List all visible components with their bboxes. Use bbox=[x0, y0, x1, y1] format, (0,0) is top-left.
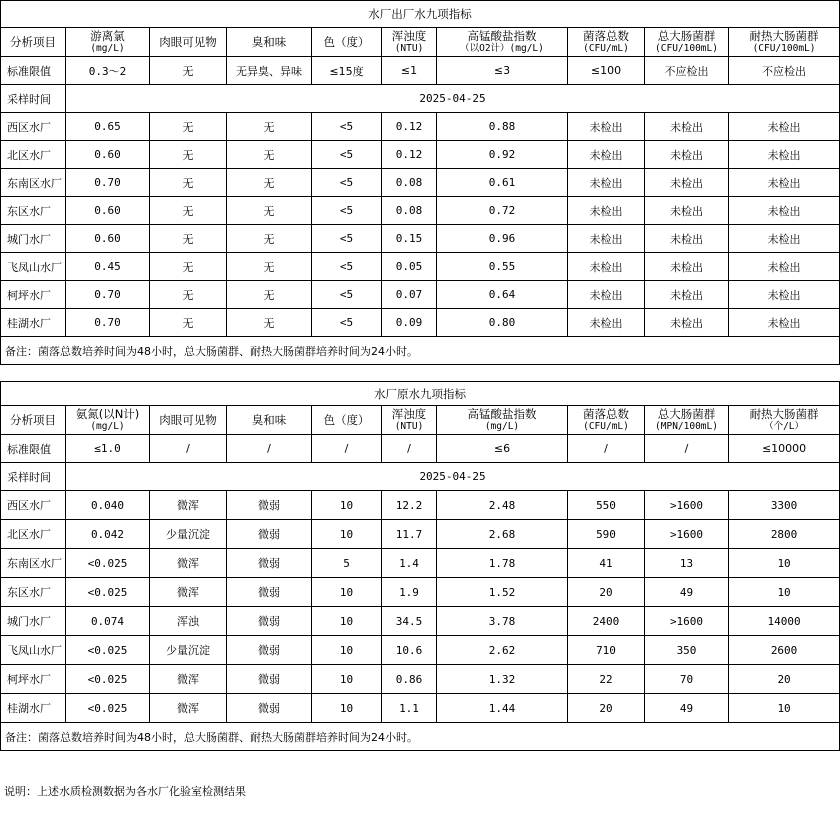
limit-cell: 0.3～2 bbox=[66, 57, 150, 85]
value-cell: 未检出 bbox=[568, 169, 645, 197]
header-cell: 肉眼可见物 bbox=[150, 406, 227, 435]
limit-cell: / bbox=[150, 435, 227, 463]
value-cell: 0.88 bbox=[437, 113, 568, 141]
plant-name-cell: 东南区水厂 bbox=[1, 549, 66, 578]
plant-name-cell: 柯坪水厂 bbox=[1, 665, 66, 694]
value-cell: 0.09 bbox=[382, 309, 437, 337]
value-cell: 微弱 bbox=[227, 549, 312, 578]
value-cell: 0.70 bbox=[66, 169, 150, 197]
value-cell: 0.07 bbox=[382, 281, 437, 309]
value-cell: 浑浊 bbox=[150, 607, 227, 636]
value-cell: 1.78 bbox=[437, 549, 568, 578]
sample-time-row bbox=[1, 463, 840, 491]
table-row bbox=[1, 281, 840, 309]
value-cell: 未检出 bbox=[645, 141, 729, 169]
value-cell: 34.5 bbox=[382, 607, 437, 636]
limit-cell: / bbox=[382, 435, 437, 463]
value-cell: 2.68 bbox=[437, 520, 568, 549]
value-cell: 未检出 bbox=[645, 113, 729, 141]
raw-rows bbox=[1, 491, 840, 723]
value-cell: <0.025 bbox=[66, 549, 150, 578]
table-row bbox=[1, 636, 840, 665]
plant-name-cell: 桂湖水厂 bbox=[1, 694, 66, 723]
value-cell: 未检出 bbox=[729, 253, 840, 281]
header-cell: 色（度） bbox=[312, 28, 382, 57]
header-cell: 浑浊度 (NTU) bbox=[382, 406, 437, 435]
header-cell: 菌落总数 (CFU/mL) bbox=[568, 28, 645, 57]
value-cell: 微浑 bbox=[150, 665, 227, 694]
value-cell: 无 bbox=[227, 113, 312, 141]
value-cell: 0.12 bbox=[382, 113, 437, 141]
value-cell: 0.86 bbox=[382, 665, 437, 694]
header-cell: 总大肠菌群 (CFU/100mL) bbox=[645, 28, 729, 57]
value-cell: 10 bbox=[312, 520, 382, 549]
value-cell: 无 bbox=[227, 169, 312, 197]
limit-cell: ≤3 bbox=[437, 57, 568, 85]
value-cell: 少量沉淀 bbox=[150, 520, 227, 549]
value-cell: 0.65 bbox=[66, 113, 150, 141]
value-cell: 未检出 bbox=[645, 309, 729, 337]
value-cell: 2.62 bbox=[437, 636, 568, 665]
table-title: 水厂原水九项指标 bbox=[1, 382, 840, 406]
sample-time-label: 采样时间 bbox=[1, 463, 66, 491]
value-cell: 1.52 bbox=[437, 578, 568, 607]
table-row bbox=[1, 665, 840, 694]
value-cell: 5 bbox=[312, 549, 382, 578]
table-row bbox=[1, 113, 840, 141]
value-cell: <5 bbox=[312, 281, 382, 309]
value-cell: 无 bbox=[150, 141, 227, 169]
value-cell: 微弱 bbox=[227, 578, 312, 607]
value-cell: 微弱 bbox=[227, 636, 312, 665]
table-title: 水厂出厂水九项指标 bbox=[1, 1, 840, 28]
header-cell: 高锰酸盐指数 (mg/L) bbox=[437, 406, 568, 435]
value-cell: 710 bbox=[568, 636, 645, 665]
value-cell: 微弱 bbox=[227, 694, 312, 723]
table-row bbox=[1, 169, 840, 197]
header-cell: 氨氮(以N计) (mg/L) bbox=[66, 406, 150, 435]
value-cell: 未检出 bbox=[729, 113, 840, 141]
value-cell: 未检出 bbox=[568, 253, 645, 281]
value-cell: 10 bbox=[312, 607, 382, 636]
value-cell: 微弱 bbox=[227, 520, 312, 549]
limits-row bbox=[1, 57, 840, 85]
value-cell: 微浑 bbox=[150, 549, 227, 578]
value-cell: 0.042 bbox=[66, 520, 150, 549]
value-cell: <0.025 bbox=[66, 665, 150, 694]
value-cell: 无 bbox=[150, 169, 227, 197]
value-cell: 0.92 bbox=[437, 141, 568, 169]
header-row bbox=[1, 28, 840, 57]
value-cell: 微弱 bbox=[227, 607, 312, 636]
header-cell: 高锰酸盐指数 （以O2计）(mg/L) bbox=[437, 28, 568, 57]
value-cell: >1600 bbox=[645, 607, 729, 636]
table-row bbox=[1, 549, 840, 578]
value-cell: 微浑 bbox=[150, 491, 227, 520]
value-cell: 41 bbox=[568, 549, 645, 578]
value-cell: 49 bbox=[645, 578, 729, 607]
value-cell: 13 bbox=[645, 549, 729, 578]
value-cell: 1.1 bbox=[382, 694, 437, 723]
plant-name-cell: 城门水厂 bbox=[1, 607, 66, 636]
value-cell: 2600 bbox=[729, 636, 840, 665]
value-cell: 未检出 bbox=[645, 169, 729, 197]
value-cell: 3300 bbox=[729, 491, 840, 520]
value-cell: 20 bbox=[568, 694, 645, 723]
value-cell: 3.78 bbox=[437, 607, 568, 636]
header-cell: 肉眼可见物 bbox=[150, 28, 227, 57]
table-row bbox=[1, 607, 840, 636]
value-cell: 0.60 bbox=[66, 225, 150, 253]
value-cell: 10 bbox=[312, 665, 382, 694]
value-cell: 0.08 bbox=[382, 197, 437, 225]
limit-cell: / bbox=[227, 435, 312, 463]
value-cell: 22 bbox=[568, 665, 645, 694]
value-cell: 少量沉淀 bbox=[150, 636, 227, 665]
plant-name-cell: 北区水厂 bbox=[1, 141, 66, 169]
plant-name-cell: 桂湖水厂 bbox=[1, 309, 66, 337]
value-cell: 10 bbox=[729, 694, 840, 723]
value-cell: 12.2 bbox=[382, 491, 437, 520]
limit-cell: / bbox=[568, 435, 645, 463]
value-cell: 10.6 bbox=[382, 636, 437, 665]
value-cell: 10 bbox=[312, 694, 382, 723]
value-cell: 0.70 bbox=[66, 281, 150, 309]
value-cell: 0.12 bbox=[382, 141, 437, 169]
table-row bbox=[1, 694, 840, 723]
value-cell: 微弱 bbox=[227, 665, 312, 694]
plant-name-cell: 西区水厂 bbox=[1, 113, 66, 141]
value-cell: 70 bbox=[645, 665, 729, 694]
value-cell: <5 bbox=[312, 141, 382, 169]
value-cell: <0.025 bbox=[66, 636, 150, 665]
value-cell: 0.15 bbox=[382, 225, 437, 253]
value-cell: <5 bbox=[312, 197, 382, 225]
limit-cell: 不应检出 bbox=[729, 57, 840, 85]
value-cell: 1.9 bbox=[382, 578, 437, 607]
table-row bbox=[1, 520, 840, 549]
value-cell: 0.64 bbox=[437, 281, 568, 309]
value-cell: 1.4 bbox=[382, 549, 437, 578]
value-cell: 未检出 bbox=[568, 113, 645, 141]
value-cell: 14000 bbox=[729, 607, 840, 636]
value-cell: 未检出 bbox=[729, 197, 840, 225]
footer-note: 说明：上述水质检测数据为各水厂化验室检测结果 bbox=[4, 785, 246, 798]
limit-cell: ≤10000 bbox=[729, 435, 840, 463]
value-cell: 未检出 bbox=[568, 225, 645, 253]
value-cell: <0.025 bbox=[66, 694, 150, 723]
value-cell: 0.60 bbox=[66, 141, 150, 169]
value-cell: 550 bbox=[568, 491, 645, 520]
value-cell: <5 bbox=[312, 309, 382, 337]
value-cell: 0.72 bbox=[437, 197, 568, 225]
value-cell: 0.80 bbox=[437, 309, 568, 337]
sample-time-label: 采样时间 bbox=[1, 85, 66, 113]
value-cell: 2800 bbox=[729, 520, 840, 549]
value-cell: 无 bbox=[227, 281, 312, 309]
table-row bbox=[1, 491, 840, 520]
value-cell: 350 bbox=[645, 636, 729, 665]
value-cell: <5 bbox=[312, 113, 382, 141]
value-cell: 10 bbox=[312, 636, 382, 665]
table-row bbox=[1, 253, 840, 281]
value-cell: 无 bbox=[150, 309, 227, 337]
value-cell: 未检出 bbox=[645, 225, 729, 253]
value-cell: 未检出 bbox=[729, 281, 840, 309]
value-cell: 10 bbox=[312, 578, 382, 607]
table-row bbox=[1, 225, 840, 253]
value-cell: 1.32 bbox=[437, 665, 568, 694]
limit-cell: 标准限值 bbox=[1, 57, 66, 85]
sample-time-row bbox=[1, 85, 840, 113]
table-row bbox=[1, 578, 840, 607]
limit-cell: ≤6 bbox=[437, 435, 568, 463]
limit-cell: ≤100 bbox=[568, 57, 645, 85]
value-cell: >1600 bbox=[645, 491, 729, 520]
limit-cell: ≤15度 bbox=[312, 57, 382, 85]
limits-row bbox=[1, 435, 840, 463]
value-cell: 0.45 bbox=[66, 253, 150, 281]
value-cell: 无 bbox=[150, 281, 227, 309]
value-cell: 未检出 bbox=[645, 197, 729, 225]
limit-cell: / bbox=[312, 435, 382, 463]
plant-name-cell: 北区水厂 bbox=[1, 520, 66, 549]
header-cell: 耐热大肠菌群 （个/L） bbox=[729, 406, 840, 435]
plant-name-cell: 柯坪水厂 bbox=[1, 281, 66, 309]
header-cell: 浑浊度 (NTU) bbox=[382, 28, 437, 57]
value-cell: >1600 bbox=[645, 520, 729, 549]
header-cell: 菌落总数 (CFU/mL) bbox=[568, 406, 645, 435]
value-cell: 未检出 bbox=[568, 197, 645, 225]
header-cell: 总大肠菌群 (MPN/100mL) bbox=[645, 406, 729, 435]
value-cell: 0.61 bbox=[437, 169, 568, 197]
header-cell: 臭和味 bbox=[227, 406, 312, 435]
header-row bbox=[1, 406, 840, 435]
value-cell: 49 bbox=[645, 694, 729, 723]
treated-rows bbox=[1, 113, 840, 337]
value-cell: 微浑 bbox=[150, 694, 227, 723]
value-cell: 无 bbox=[227, 253, 312, 281]
value-cell: 1.44 bbox=[437, 694, 568, 723]
header-cell: 色（度） bbox=[312, 406, 382, 435]
value-cell: 微弱 bbox=[227, 491, 312, 520]
limit-cell: 不应检出 bbox=[645, 57, 729, 85]
value-cell: 2400 bbox=[568, 607, 645, 636]
value-cell: 0.70 bbox=[66, 309, 150, 337]
value-cell: 无 bbox=[227, 225, 312, 253]
value-cell: 0.55 bbox=[437, 253, 568, 281]
value-cell: 590 bbox=[568, 520, 645, 549]
raw-water-table bbox=[0, 381, 840, 751]
value-cell: <5 bbox=[312, 225, 382, 253]
value-cell: 未检出 bbox=[729, 141, 840, 169]
table-row bbox=[1, 309, 840, 337]
value-cell: 10 bbox=[729, 549, 840, 578]
value-cell: 未检出 bbox=[729, 225, 840, 253]
sample-date: 2025-04-25 bbox=[66, 85, 840, 113]
value-cell: 0.60 bbox=[66, 197, 150, 225]
value-cell: 无 bbox=[150, 225, 227, 253]
value-cell: 10 bbox=[312, 491, 382, 520]
sample-date: 2025-04-25 bbox=[66, 463, 840, 491]
treated-water-table bbox=[0, 0, 840, 365]
value-cell: 微浑 bbox=[150, 578, 227, 607]
value-cell: 无 bbox=[227, 309, 312, 337]
limit-cell: ≤1.0 bbox=[66, 435, 150, 463]
header-cell: 臭和味 bbox=[227, 28, 312, 57]
value-cell: 未检出 bbox=[645, 281, 729, 309]
value-cell: 无 bbox=[227, 141, 312, 169]
value-cell: 无 bbox=[227, 197, 312, 225]
value-cell: 10 bbox=[729, 578, 840, 607]
value-cell: 11.7 bbox=[382, 520, 437, 549]
value-cell: 0.074 bbox=[66, 607, 150, 636]
value-cell: 无 bbox=[150, 113, 227, 141]
value-cell: 2.48 bbox=[437, 491, 568, 520]
plant-name-cell: 东南区水厂 bbox=[1, 169, 66, 197]
header-cell: 分析项目 bbox=[1, 28, 66, 57]
plant-name-cell: 东区水厂 bbox=[1, 578, 66, 607]
value-cell: 未检出 bbox=[645, 253, 729, 281]
value-cell: 0.040 bbox=[66, 491, 150, 520]
plant-name-cell: 飞凤山水厂 bbox=[1, 636, 66, 665]
plant-name-cell: 城门水厂 bbox=[1, 225, 66, 253]
header-cell: 游离氯 (mg/L) bbox=[66, 28, 150, 57]
plant-name-cell: 飞凤山水厂 bbox=[1, 253, 66, 281]
limit-cell: 无 bbox=[150, 57, 227, 85]
value-cell: 未检出 bbox=[729, 309, 840, 337]
value-cell: <5 bbox=[312, 169, 382, 197]
note-text: 备注：菌落总数培养时间为48小时，总大肠菌群、耐热大肠菌群培养时间为24小时。 bbox=[1, 337, 840, 365]
value-cell: 无 bbox=[150, 197, 227, 225]
value-cell: 20 bbox=[729, 665, 840, 694]
value-cell: <5 bbox=[312, 253, 382, 281]
value-cell: 未检出 bbox=[568, 281, 645, 309]
value-cell: 20 bbox=[568, 578, 645, 607]
header-cell: 分析项目 bbox=[1, 406, 66, 435]
table-row bbox=[1, 197, 840, 225]
value-cell: 0.08 bbox=[382, 169, 437, 197]
value-cell: 未检出 bbox=[568, 309, 645, 337]
plant-name-cell: 西区水厂 bbox=[1, 491, 66, 520]
limit-cell: / bbox=[645, 435, 729, 463]
limit-cell: 无异臭、异味 bbox=[227, 57, 312, 85]
value-cell: <0.025 bbox=[66, 578, 150, 607]
header-cell: 耐热大肠菌群 (CFU/100mL) bbox=[729, 28, 840, 57]
value-cell: 未检出 bbox=[729, 169, 840, 197]
value-cell: 0.96 bbox=[437, 225, 568, 253]
value-cell: 0.05 bbox=[382, 253, 437, 281]
note-text: 备注：菌落总数培养时间为48小时，总大肠菌群、耐热大肠菌群培养时间为24小时。 bbox=[1, 723, 840, 751]
value-cell: 未检出 bbox=[568, 141, 645, 169]
value-cell: 无 bbox=[150, 253, 227, 281]
plant-name-cell: 东区水厂 bbox=[1, 197, 66, 225]
limit-cell: 标准限值 bbox=[1, 435, 66, 463]
limit-cell: ≤1 bbox=[382, 57, 437, 85]
table-row bbox=[1, 141, 840, 169]
